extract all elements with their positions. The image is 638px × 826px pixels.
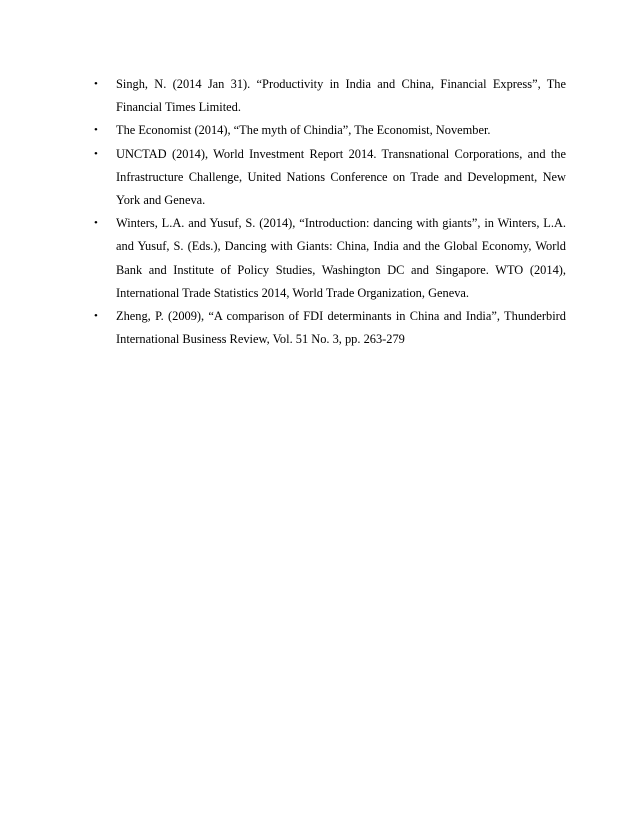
reference-item [94,73,566,119]
reference-item [94,305,566,351]
bullet-icon: • [94,78,98,90]
reference-list [94,73,566,351]
bullet-icon: • [94,147,98,160]
reference-item [94,119,566,142]
reference-text: UNCTAD (2014), World Investment Report 2014. Transnational Corporations, and the Infrastructure Challenge, United Nations Conference on Trade and Development, New York and Geneva. [116,146,566,208]
reference-item [94,212,566,305]
reference-text: The Economist (2014), “The myth of Chindia”, The Economist, November. [116,123,491,138]
reference-text: Singh, N. (2014 Jan 31). “Productivity in India and China, Financial Express”, The Financial Times Limited. [116,77,566,115]
bullet-icon: • [94,310,98,323]
reference-text: Zheng, P. (2009), “A comparison of FDI determinants in China and India”, Thunderbird International Business Review, Vol. 51 No. 3, pp. 263-279 [116,309,566,347]
reference-text: Winters, L.A. and Yusuf, S. (2014), “Introduction: dancing with giants”, in Winters, L.A. and Yusuf, S. (Eds.), Dancing with Giants: China, India and the Global Economy, World Bank and Institute of Policy Studies, Washington DC and Singapore. WTO (2014), International Trade Statistics 2014, World Trade Organization, Geneva. [116,216,566,300]
bullet-icon: • [94,217,98,230]
bullet-icon: • [94,124,98,137]
reference-item [94,143,566,213]
